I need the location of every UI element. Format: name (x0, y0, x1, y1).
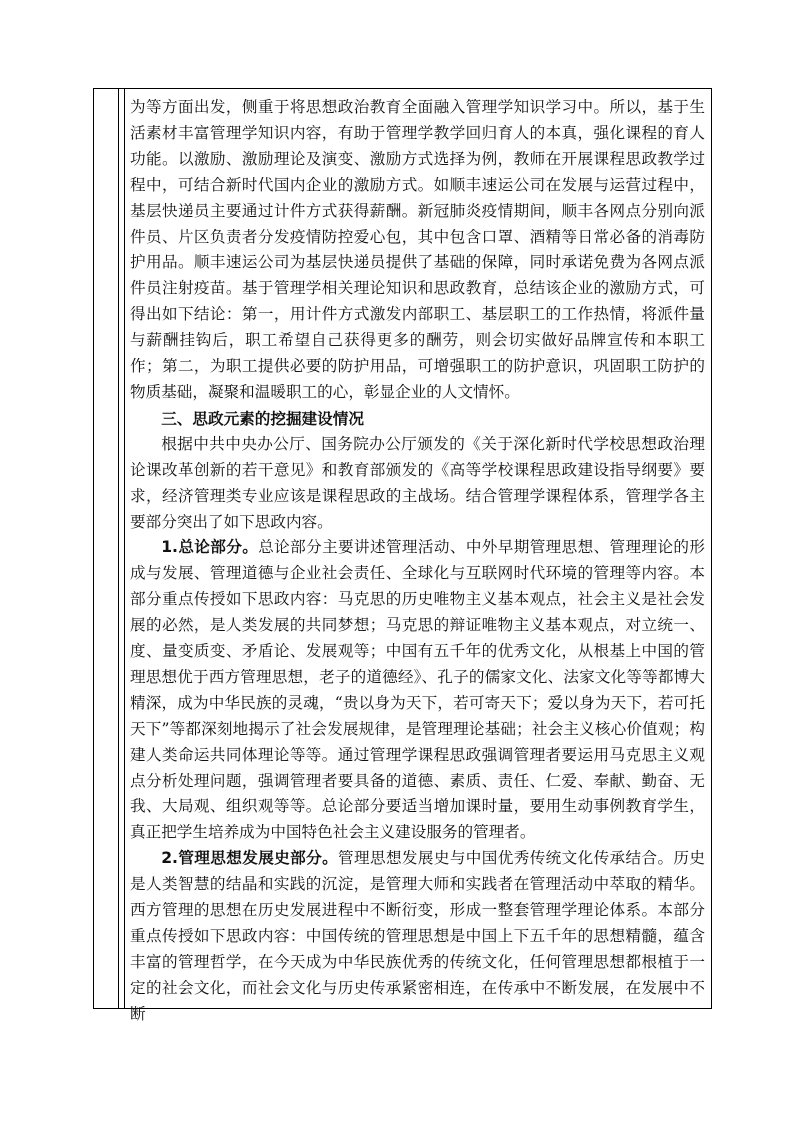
paragraph-1: 为等方面出发，侧重于将思想政治教育全面融入管理学知识学习中。所以，基于生活素材丰富管理学知识内容，有助于管理学教学回归育人的本真，强化课程的育人功能。以激励、激励理论及演变、激励方式选择为例，教师在开展课程思政教学过程中，可结合新时代国内企业的激励方式。如顺丰速运公司在发展与运营过程中，基层快递员主要通过计件方式获得薪酬。新冠肺炎疫情期间，顺丰各网点分别向派件员、片区负责者分发疫情防控爱心包，其中包含口罩、酒精等日常必备的消毒防护用品。顺丰速运公司为基层快递员提供了基础的保障，同时承诺免费为各网点派件员注射疫苗。基于管理学相关理论知识和思政教育，总结该企业的激励方式，可得出如下结论：第一，用计件方式激发内部职工、基层职工的工作热情，将派件量与薪酬挂钩后，职工希望自己获得更多的酬劳，则会切实做好品牌宣传和本职工作；第二，为职工提供必要的防护用品，可增强职工的防护意识，巩固职工防护的物质基础，凝聚和温暖职工的心，彰显企业的人文情怀。 (130, 98, 705, 401)
table-content-cell (124, 89, 711, 1028)
document-table (93, 88, 712, 1023)
section-heading-3: 三、思政元素的挖掘建设情况 (161, 408, 364, 428)
section-1-text: 总论部分主要讲述管理活动、中外早期管理思想、管理理论的形成与发展、管理道德与企业社会责任、全球化与互联网时代环境的管理等内容。本部分重点传授如下思政内容：马克思的历史唯物主义基本观点，社会主义是社会发展的必然，是人类发展的共同梦想；马克思的辩证唯物主义基本观点，对立统一、度、量变质变、矛盾论、发展观等；中国有五千年的优秀文化，从根基上中国的管理思想优于西方管理思想，老子的道德经》、孔子的儒家文化、法家文化等等都博大精深，成为中华民族的灵魂，“贵以身为天下，若可寄天下；爱以身为天下，若可托天下”等都深刻地揭示了社会发展规律，是管理理论基础；社会主义核心价值观；构建人类命运共同体理论等等。通过管理学课程思政强调管理者要运用马克思主义观点分析处理问题，强调管理者要具备的道德、素质、责任、仁爱、奉献、勤奋、无我、大局观、组织观等等。总论部分要适当增加课时量，要用生动事例教育学生，真正把学生培养成为中国特色社会主义建设服务的管理者。 (130, 538, 705, 842)
section-2-lead: 2.管理思想发展史部分。 (161, 849, 339, 868)
section-1-paragraph (130, 535, 705, 846)
section-1-lead: 1.总论部分。 (161, 538, 259, 557)
section-2-text: 管理思想发展史与中国优秀传统文化传承结合。历史是人类智慧的结晶和实践的沉淀，是管理大师和实践者在管理活动中萃取的精华。西方管理的思想在历史发展进程中不断衍变，形成一整套管理学理论体系。本部分重点传授如下思政内容：中国传统的管理思想是中国上下五千年的思想精髓，蕴含丰富的管理哲学，在今天成为中华民族优秀的传统文化，任何管理思想都根植于一定的社会文化，而社会文化与历史传承紧密相连，在传承中不断发展，在发展中不断 (130, 849, 705, 1023)
table-divider (118, 89, 119, 1008)
table-left-column (94, 89, 125, 1008)
section-2-paragraph (130, 846, 705, 1027)
paragraph-2: 根据中共中央办公厅、国务院办公厅颁发的《关于深化新时代学校思想政治理论课改革创新的若干意见》和教育部颁发的《高等学校课程思政建设指导纲要》要求，经济管理类专业应该是课程思政的主战场。结合管理学课程体系，管理学各主要部分突出了如下思政内容。 (130, 434, 705, 531)
